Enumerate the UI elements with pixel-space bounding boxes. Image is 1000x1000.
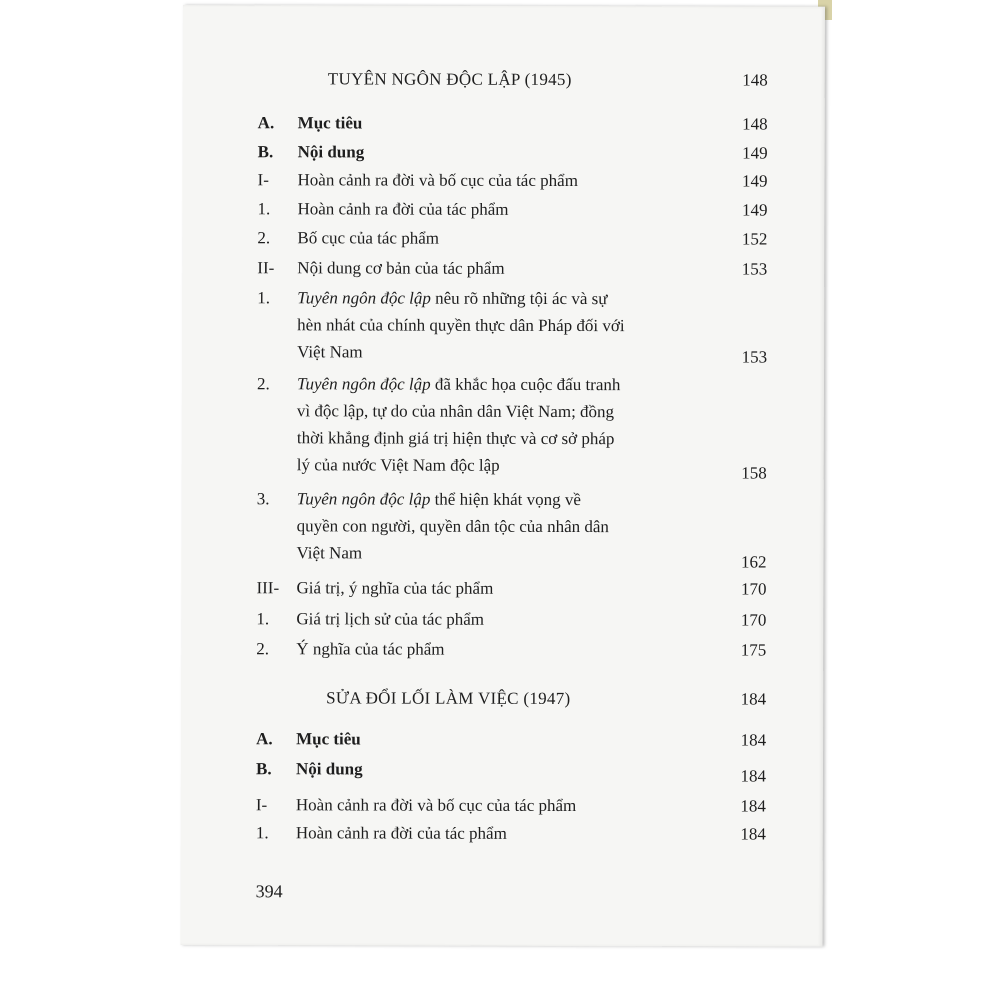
toc-entry [256, 725, 767, 750]
entry-title [297, 485, 717, 567]
toc-entry [257, 138, 768, 163]
entry-number: II- [257, 258, 275, 278]
entry-title-rest: đã khắc họa cuộc đấu tranh [430, 374, 621, 395]
toc-entry [257, 370, 767, 489]
entry-title: Nội dung [295, 759, 363, 779]
entry-page: 184 [740, 796, 766, 816]
entry-number: I- [257, 170, 269, 190]
entry-page: 158 [741, 463, 767, 483]
entry-page: 162 [741, 552, 767, 572]
entry-title-italic: Tuyên ngôn độc lập [296, 489, 431, 509]
toc-entry [256, 635, 767, 660]
toc-entry [255, 755, 767, 786]
entry-title-line: vì độc lập, tự do của nhân dân Việt Nam; đồng [296, 401, 615, 422]
toc-entry [255, 819, 766, 844]
entry-title: Hoàn cảnh ra đời của tác phẩm [297, 199, 509, 219]
entry-page: 153 [741, 347, 768, 367]
entry-title-italic: Tuyên ngôn độc lập [296, 374, 431, 394]
entry-number: I- [255, 795, 268, 815]
toc-entry [255, 791, 766, 816]
entry-title-line: Việt Nam [296, 543, 363, 563]
entry-page: 149 [741, 200, 768, 220]
entry-title-line: hèn nhát của chính quyền thực dân Pháp đối với [297, 315, 625, 336]
toc-entry [257, 195, 768, 220]
toc-entry [257, 109, 768, 134]
entry-page: 148 [742, 114, 768, 134]
entry-title: Nội dung cơ bản của tác phẩm [297, 258, 505, 278]
entry-number: 1. [255, 823, 269, 843]
entry-page: 153 [741, 259, 768, 279]
entry-page: 175 [740, 640, 767, 660]
entry-title [297, 370, 717, 479]
entry-number: 1. [257, 288, 271, 308]
entry-title-rest: nêu rõ những tội ác và sự [430, 288, 608, 309]
page-number: 184 [740, 689, 767, 709]
entry-page: 170 [740, 610, 767, 630]
entry-title-rest: thể hiện khát vọng về [430, 489, 581, 510]
toc-entry [257, 284, 767, 375]
entry-title [297, 284, 717, 366]
entry-title: Hoàn cảnh ra đời và bố cục của tác phẩm [295, 795, 577, 816]
entry-title-italic: Tuyên ngôn độc lập [297, 288, 431, 308]
entry-page: 184 [740, 824, 766, 844]
entry-title: Hoàn cảnh ra đời của tác phẩm [295, 823, 507, 843]
entry-title: Giá trị, ý nghĩa của tác phẩm [296, 578, 494, 598]
toc-entry [257, 224, 768, 249]
toc-entry [256, 574, 767, 599]
section-title: SỬA ĐỔI LỐI LÀM VIỆC (1947) [326, 688, 571, 709]
section-title: TUYÊN NGÔN ĐỘC LẬP (1945) [327, 69, 572, 90]
toc-entry [257, 166, 768, 191]
toc-entry [257, 254, 768, 279]
entry-title: Mục tiêu [296, 729, 361, 749]
entry-number: B. [255, 759, 272, 779]
entry-number: 1. [256, 609, 270, 629]
entry-number: 2. [256, 374, 270, 394]
entry-number: 2. [257, 228, 271, 248]
entry-page: 184 [740, 730, 767, 750]
entry-title-line: Việt Nam [297, 342, 363, 362]
entry-number: B. [257, 142, 274, 162]
page-number: 148 [742, 70, 768, 90]
section-heading-1 [258, 69, 768, 90]
entry-title-line: thời khẳng định giá trị hiện thực và cơ sở pháp [296, 428, 615, 449]
entry-title: Mục tiêu [297, 113, 363, 133]
entry-title-line: lý của nước Việt Nam độc lập [296, 455, 500, 475]
entry-title: Bố cục của tác phẩm [297, 228, 440, 248]
entry-number: 3. [256, 489, 270, 509]
entry-title: Giá trị lịch sử của tác phẩm [296, 609, 485, 629]
entry-page: 149 [742, 171, 768, 191]
entry-title: Nội dung [297, 142, 365, 162]
entry-page: 170 [740, 579, 767, 599]
entry-number: A. [256, 729, 273, 749]
entry-title: Ý nghĩa của tác phẩm [296, 639, 445, 659]
folio-page-number: 394 [255, 881, 283, 902]
entry-page: 184 [740, 766, 767, 786]
entry-number: 2. [256, 639, 270, 659]
entry-number: III- [256, 578, 280, 598]
entry-title: Hoàn cảnh ra đời và bố cục của tác phẩm [297, 170, 578, 191]
section-heading-2 [256, 688, 767, 709]
entry-number: A. [257, 113, 275, 133]
entry-page: 149 [742, 143, 768, 163]
entry-page: 152 [741, 229, 768, 249]
toc-entry [257, 485, 767, 576]
entry-title-line: quyền con người, quyền dân tộc của nhân dân [296, 516, 609, 537]
entry-number: 1. [257, 199, 271, 219]
toc-entry [256, 605, 767, 630]
book-page [181, 5, 825, 947]
